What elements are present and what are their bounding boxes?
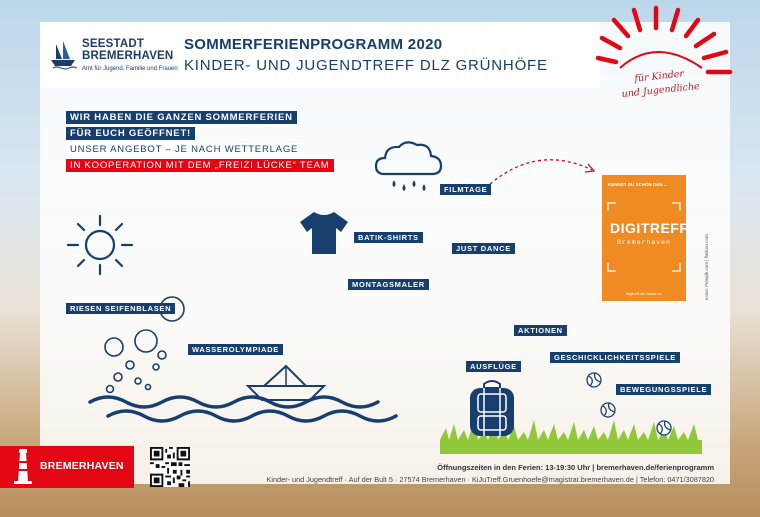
- tag-batik-shirts: BATIK-SHIRTS: [354, 232, 423, 243]
- intro-line-1: WIR HABEN DIE GANZEN SOMMERFERIEN: [66, 111, 297, 124]
- logo-subtitle: Amt für Jugend, Familie und Frauen: [82, 66, 178, 72]
- intro-line-4: IN KOOPERATION MIT DEM „FREIZI LÜCKE“ TEAM: [66, 159, 334, 172]
- tag-geschicklichkeitsspiele: GESCHICKLICHKEITSSPIELE: [550, 352, 680, 363]
- rain-cloud-icon: [374, 138, 444, 198]
- page-subtitle: KINDER- UND JUGENDTREFF DLZ GRÜNHÖFE: [184, 57, 548, 74]
- tag-montagsmaler: MONTAGSMALER: [348, 279, 429, 290]
- digitreff-know: KENNST DU SCHON DEN ...: [608, 182, 668, 187]
- digitreff-title: DIGITREFF: [610, 220, 689, 236]
- sun-icon: [64, 212, 136, 280]
- digitreff-subtitle: Bremerhaven: [617, 239, 671, 246]
- footer-hours: Öffnungszeiten in den Ferien: 13-19:30 Uhr | bremerhaven.de/ferienprogramm: [437, 463, 714, 472]
- digitreff-url: digitreff.die-lücke.de: [626, 291, 662, 296]
- bremerhaven-label: BREMERHAVEN: [40, 460, 124, 472]
- tag-filmtage: FILMTAGE: [440, 184, 491, 195]
- ball-icon: [586, 372, 602, 388]
- logo-title: SEESTADT BREMERHAVEN: [82, 38, 174, 62]
- ship-icon: [47, 38, 79, 70]
- backpack-icon: [464, 380, 520, 438]
- lighthouse-icon: [12, 449, 34, 485]
- frame-corners-icon: [608, 203, 680, 271]
- qr-code[interactable]: [150, 447, 190, 487]
- tag-wasserolympiade: WASSEROLYMPIADE: [188, 344, 283, 355]
- ball-icon: [656, 420, 672, 436]
- tag-ausfluege: AUSFLÜGE: [466, 361, 521, 372]
- footer-address: Kinder- und Jugendtreff · Auf der Bult 5 · 27574 Bremerhaven · KiJuTreff.Gruenhoefe@magistrat.bremerhaven.de | Telefon: 0471/3087820: [266, 475, 714, 484]
- tag-riesen-seifenblasen: RIESEN SEIFENBLASEN: [66, 303, 175, 314]
- bremerhaven-logo: [0, 446, 134, 488]
- icon-credit: Icons: Freepik.com | flaticon.com: [704, 234, 709, 300]
- t-shirt-icon: [298, 210, 350, 256]
- dashed-arrow-icon: [488, 150, 598, 190]
- page-title: SOMMERFERIENPROGRAMM 2020: [184, 36, 443, 53]
- ball-icon: [600, 402, 616, 418]
- waves-icon: [88, 394, 408, 432]
- tag-bewegungsspiele: BEWEGUNGSSPIELE: [616, 384, 711, 395]
- tag-just-dance: JUST DANCE: [452, 243, 515, 254]
- badge-text: für Kinder und Jugendliche: [621, 68, 701, 101]
- intro-line-3: UNSER ANGEBOT – JE NACH WETTERLAGE: [66, 143, 302, 156]
- digitreff-box: [602, 175, 689, 301]
- tag-aktionen: AKTIONEN: [514, 325, 567, 336]
- intro-line-2: FÜR EUCH GEÖFFNET!: [66, 127, 195, 140]
